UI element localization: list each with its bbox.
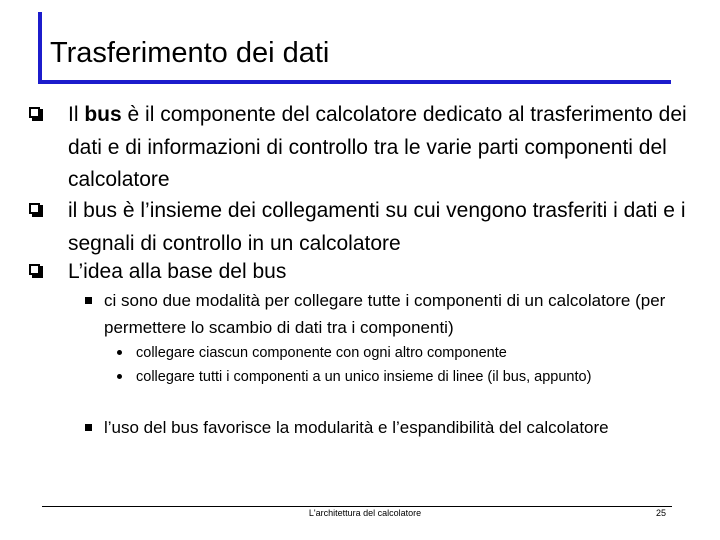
slide-title: Trasferimento dei dati [50,37,330,69]
bullet-item [68,99,704,197]
sub-bullet-item: l’uso del bus favorisce la modularità e l’espandibilità del calcolatore [104,418,609,437]
square-bullet-icon [29,105,46,122]
sub-sub-bullet-dot-icon [117,374,122,379]
footer-text: L'architettura del calcolatore [308,508,422,518]
sub-bullet-square-icon [85,424,92,431]
square-bullet-icon [29,262,46,279]
bullet-text-post: è il componente del calcolatore dedicato al trasferimento dei dati e di informazioni di controllo tra le varie parti componenti del calcolatore [68,103,687,191]
sub-sub-bullet-item: collegare tutti i componenti a un unico insieme di linee (il bus, appunto) [136,369,592,385]
title-accent-vertical-bar [38,12,42,84]
sub-sub-bullet-item: collegare ciascun componente con ogni altro componente [136,345,507,361]
bullet-text-pre: Il [68,103,85,126]
title-accent-horizontal-bar [38,80,671,84]
page-number: 25 [655,508,666,518]
bullet-item: il bus è l’insieme dei collegamenti su cui vengono trasferiti i dati e i segnali di controllo in un calcolatore [68,199,686,255]
footer-divider [42,506,672,507]
sub-bullet-square-icon [85,297,92,304]
square-bullet-icon [29,201,46,218]
sub-bullet-item: ci sono due modalità per collegare tutte i componenti di un calcolatore (per permettere lo scambio di dati tra i componenti) [104,291,666,337]
bullet-text-bold: bus [84,103,122,126]
bullet-item: L’idea alla base del bus [68,260,287,283]
sub-sub-bullet-dot-icon [117,350,122,355]
